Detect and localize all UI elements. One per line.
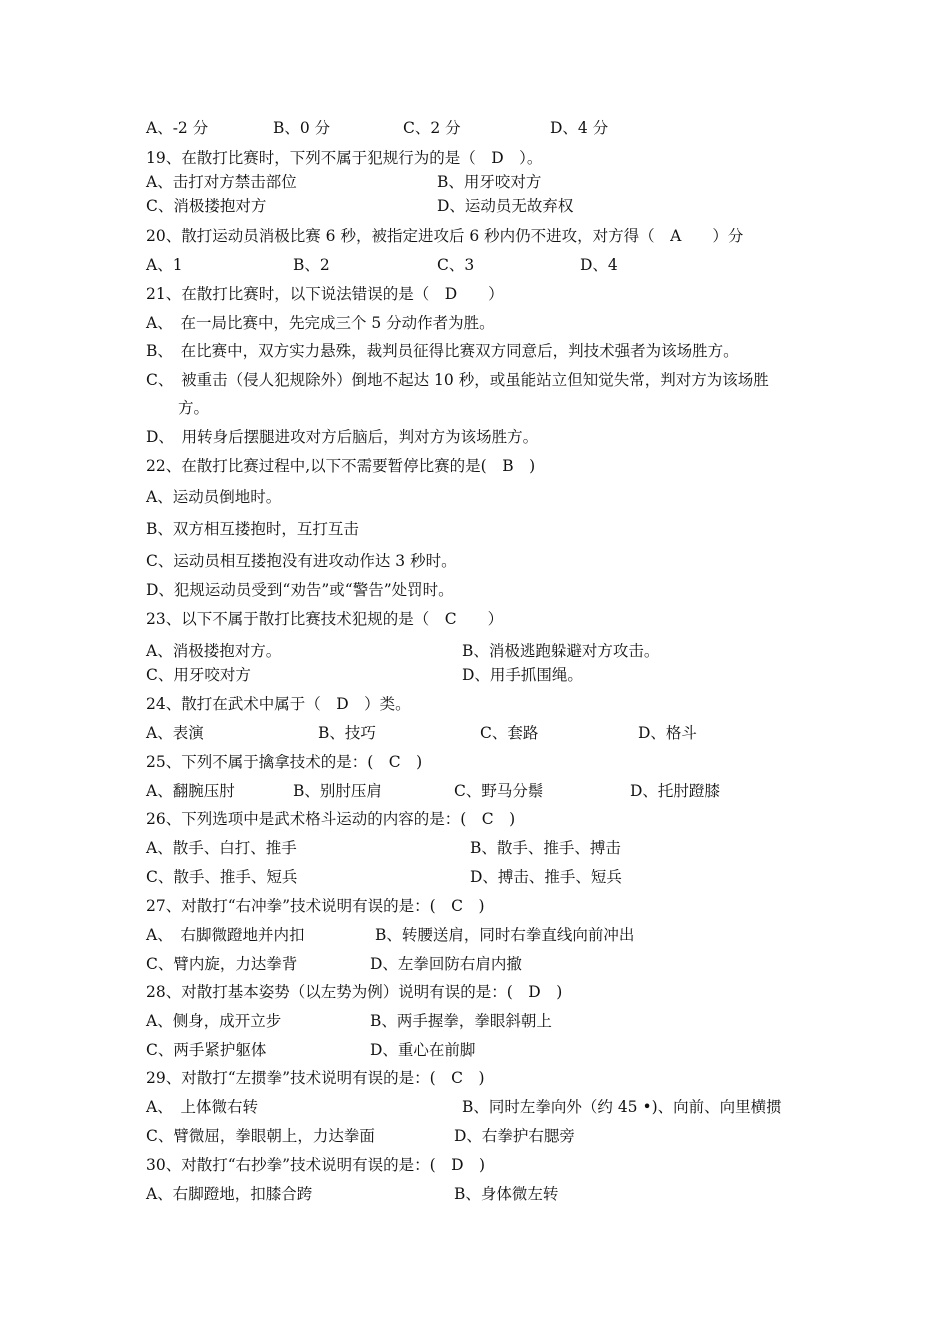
- q23-option-c: C、用牙咬对方: [146, 666, 251, 684]
- q19-option-d: D、运动员无故弃权: [437, 197, 574, 215]
- q24-option-d: D、格斗: [638, 724, 697, 742]
- q26-option-a: A、散手、白打、推手: [146, 839, 297, 857]
- q23-option-a: A、消极搂抱对方。: [146, 642, 282, 660]
- q26-option-b: B、散手、推手、搏击: [470, 839, 621, 857]
- q18-option-c: C、2 分: [403, 119, 461, 137]
- q25-option-b: B、别肘压肩: [293, 782, 382, 800]
- q29-option-c: C、臂微屈，拳眼朝上，力达拳面: [146, 1127, 375, 1145]
- q24-option-a: A、表演: [146, 724, 204, 742]
- q19-stem: 19、在散打比赛时，下列不属于犯规行为的是（ D ）。: [146, 149, 543, 167]
- q25-option-d: D、托肘蹬膝: [630, 782, 720, 800]
- q30-option-b: B、身体微左转: [454, 1185, 559, 1203]
- q27-option-a: A、 右脚微蹬地并内扣: [146, 926, 305, 944]
- q26-option-d: D、搏击、推手、短兵: [470, 868, 622, 886]
- q18-option-a: A、-2 分: [146, 119, 209, 137]
- q21-option-a: A、 在一局比赛中，先完成三个 5 分动作者为胜。: [146, 314, 495, 332]
- q20-option-a: A、1: [146, 256, 183, 274]
- q29-stem: 29、对散打“左掼拳”技术说明有误的是：( C ): [146, 1069, 485, 1087]
- q30-stem: 30、对散打“右抄拳”技术说明有误的是：( D ): [146, 1156, 486, 1174]
- q28-stem: 28、对散打基本姿势（以左势为例）说明有误的是：( D ): [146, 983, 563, 1001]
- q28-option-d: D、重心在前脚: [370, 1041, 476, 1059]
- q18-option-d: D、4 分: [550, 119, 609, 137]
- q20-option-b: B、2: [293, 256, 330, 274]
- q27-option-c: C、臂内旋，力达拳背: [146, 955, 298, 973]
- q20-option-c: C、3: [437, 256, 475, 274]
- q19-option-a: A、击打对方禁击部位: [146, 173, 297, 191]
- q20-stem: 20、散打运动员消极比赛 6 秒，被指定进攻后 6 秒内仍不进攻，对方得（ A ）分: [146, 227, 744, 245]
- q29-option-b: B、同时左拳向外（约 45 •)、向前、向里横掼: [462, 1098, 782, 1116]
- q21-stem: 21、在散打比赛时，以下说法错误的是（ D ）: [146, 285, 504, 303]
- q21-option-c-line2: 方。: [178, 399, 210, 417]
- q21-option-c-line1: C、 被重击（侵人犯规除外）倒地不起达 10 秒，或虽能站立但知觉失常，判对方为该场胜: [146, 371, 769, 389]
- q22-option-a: A、运动员倒地时。: [146, 488, 282, 506]
- q25-stem: 25、下列不属于擒拿技术的是：( C ): [146, 753, 423, 771]
- q21-option-d: D、 用转身后摆腿进攻对方后脑后，判对方为该场胜方。: [146, 428, 539, 446]
- q24-option-c: C、套路: [480, 724, 539, 742]
- q23-option-d: D、用手抓围绳。: [462, 666, 583, 684]
- q28-option-b: B、两手握拳，拳眼斜朝上: [370, 1012, 552, 1030]
- q27-option-b: B、转腰送肩，同时右拳直线向前冲出: [375, 926, 635, 944]
- q22-stem: 22、在散打比赛过程中,以下不需要暂停比赛的是( B ): [146, 457, 536, 475]
- q26-option-c: C、散手、推手、短兵: [146, 868, 298, 886]
- q29-option-a: A、 上体微右转: [146, 1098, 258, 1116]
- q19-option-b: B、用牙咬对方: [437, 173, 542, 191]
- q22-option-d: D、犯规运动员受到“劝告”或“警告”处罚时。: [146, 581, 454, 599]
- q30-option-a: A、右脚蹬地，扣膝合跨: [146, 1185, 313, 1203]
- q26-stem: 26、下列选项中是武术格斗运动的内容的是：( C ): [146, 810, 516, 828]
- q22-option-c: C、运动员相互搂抱没有进攻动作达 3 秒时。: [146, 552, 457, 570]
- q28-option-a: A、侧身，成开立步: [146, 1012, 282, 1030]
- q24-stem: 24、散打在武术中属于（ D ）类。: [146, 695, 411, 713]
- q22-option-b: B、双方相互搂抱时，互打互击: [146, 520, 359, 538]
- q18-option-b: B、0 分: [273, 119, 331, 137]
- q19-option-c: C、消极搂抱对方: [146, 197, 267, 215]
- q23-stem: 23、以下不属于散打比赛技术犯规的是（ C ）: [146, 610, 504, 628]
- q25-option-c: C、野马分鬃: [454, 782, 544, 800]
- q21-option-b: B、 在比赛中，双方实力悬殊，裁判员征得比赛双方同意后，判技术强者为该场胜方。: [146, 342, 739, 360]
- q25-option-a: A、翻腕压肘: [146, 782, 235, 800]
- q27-option-d: D、左拳回防右肩内撤: [370, 955, 522, 973]
- q24-option-b: B、技巧: [318, 724, 376, 742]
- q29-option-d: D、右拳护右腮旁: [454, 1127, 575, 1145]
- q28-option-c: C、两手紧护躯体: [146, 1041, 267, 1059]
- q23-option-b: B、消极逃跑躲避对方攻击。: [462, 642, 660, 660]
- q20-option-d: D、4: [580, 256, 618, 274]
- q27-stem: 27、对散打“右冲拳”技术说明有误的是：( C ): [146, 897, 485, 915]
